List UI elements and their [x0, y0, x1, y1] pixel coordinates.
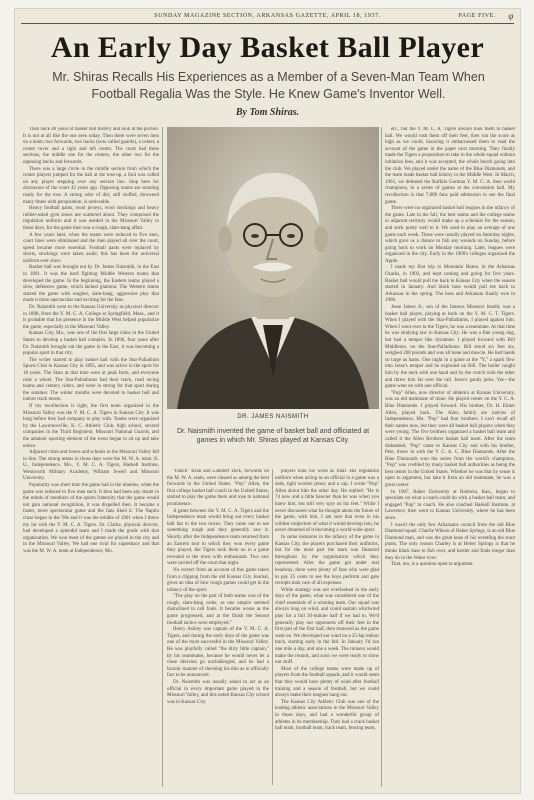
text-column-right — [385, 127, 515, 787]
article-byline: By Tom Shiras. — [235, 107, 300, 118]
text-column-left — [23, 127, 159, 787]
article-paragraph: If my recollection is right, the first team organized in the Missouri Valley was the Y. M. C. A. Tigers in Kansas City. It was long before they had company to play with. Teams were organized by the Lawrenceville, K. C. Athletic Club, high school, several companies in the Third Regiment, Missouri National Guards, and the amateur sporting element of the town began to sit up and take notice. — [23, 403, 159, 449]
column-divider — [381, 127, 382, 787]
text-column-middle-1 — [167, 469, 269, 785]
article-paragraph: The Kansas City Athletic Club was one of the leading athletic associations in the Missouri Valley in those days, and had a wonderful group of athletes in its membership. They had a crack basket ball team, football team, track team, fencing team, — [275, 699, 379, 732]
article-paragraph: Henry Ashley was captain of the Y. M. C. A. Tigers, and during the early days of the game was one of the most successful in the Missouri Valley. He was playfully called "the dirty little captain," by his teammates, because he would never let a close decision go unchallenged, and he had a laconic manner of checking his thin as to officially fact to be announced. — [167, 627, 269, 679]
article-paragraph: In 1907, Baker University at Baldwin, Kan., began to speculate on what a coach could do with a basket ball team, and engaged "Pop" to coach. He also coached Haskell Institute, at Lawrence, then went to Kansas University, where he has been since. — [385, 489, 515, 522]
article-paragraph: "Pop" Allen, now director of athletics at Kansas University, was an old teammate of mine. He played center on the Y. C. A. Blue Diamonds. I played forward. His brother, Dr. H. Elmer Allen, played back. The Allen family are natives of Independence, Mo. "Pop" had four brothers. I can't recall all their names now, but they were all basket ball players when they were young. The five brothers organized a basket ball team and called it the Allen Brothers basket ball team. After the team disbanded, "Pop" came to Kansas City and with his brother, Pete, threw in with the Y. C. A. C. Blue Diamonds. After the Blue Diamonds won the series from the world's champions, "Pop" was credited by many basket ball authorities as being the best center in the United States. Whether he was that by sense is open to argument, but take it from an old teammate, he was a great center. — [385, 390, 515, 489]
article-paragraph: A game between the Y. M. C. A. Tigers and the Independence team would bring out every basket ball fan in the two towns. They came out to see something rough and they generally saw it. Shortly after the Independence team returned from an Eastern tour in which they won every game they played, the Tigers took them on in a game revealed to the town with enthusiasm. Two cars were carried off the court that night. — [167, 508, 269, 567]
article-paragraph: "The play on the part of both teams was of the rough, slam-bang order, as one umpire seemed disinclined to call fouls. It became worse as the game progressed, and at the finish the Senoot football tactics were employed." — [167, 594, 269, 626]
article-paragraph: Heavy football pants, wool jerseys, wool stockings and heavy rubber-soled gym shoes are scattered about. They comprised the regulation uniform and it was needed in the Missouri Valley in those days, for the game then was a rough, slam-bang affair. — [23, 206, 159, 231]
portrait-photo — [167, 127, 379, 409]
newspaper-page — [14, 8, 521, 794]
article-paragraph: Then back 40 years of basket ball history and look at the picture. It is not at all like the one seen today. Then there were seven men on a team; two forwards, two backs (now called guards), a center, a center rover and a right and left center. The court had three sections, the middle one for the centers, the other two for the opposing backs and forwards. — [23, 127, 159, 165]
article-paragraph: Popularity was short time the game had in the nineties, when the game was reduced to five men each. It then had been any doubt in the minds of members of the sports fraternity that the game would not gain national recognition, it was dispelled then. It became a faster, more spectacular game and the fans liked it. The Naptin craze began in the '90s and it was the middle of 1901 when I threw my lot with the Y. M. C. A. Tigers. Dr. Clarke, physical director, had developed a splendid team and I made the grade with that organization. We won most of the games we played in the city and in the Missouri Valley. We had one rival for supremacy and that was the M. W. A. team at Independence, Mo. — [23, 483, 159, 554]
text-column-middle-2 — [275, 469, 379, 785]
article-paragraph: etc., but the Y. M. C. A. Tigers always took them to basket ball. We would rush them off their feet, then run the score as high as we could, knowing it embarrassed them to read the account of the game in the paper next morning. They finally made the Tigers a proposition to take in the whole squad without initiation fees, and it was accepted, the whole bunch going into the club. We played under the name of the Blue Diamonds, and the team made basket ball history in the Middle West. In March, 1903, we defeated the Buffalo German Y. M. C. A. then world champions, in a series of games at the convention hall. My recollection is that 7,000 fans paid admission to see the final game. — [385, 127, 515, 205]
article-paragraph: Most of the college teams were made up of players from the football squads, and it would seem that they would have plenty of wind after football training and a season of football, but we could always make their tongues hang out. — [275, 666, 379, 699]
article-paragraph: I wasn't the only few Arkansans council from the old Blue Diamond squad. Charlie Wilson of Heber Springs, is an old Blue Diamond man, and was the great knee of his wrestling the stunt punts. The only reason Charley is at Heber Springs is that he thinks black bass to fish over, and harder and finds longer than they do in the Water river. — [385, 522, 515, 561]
article-paragraph: In some instances in the infancy of the game in Kansas City, the players purchased their uniforms, but for the most part the team was financed throughout by the organization which they represented. After the game got under real headway, there were plenty of fans who were glad to pay 25 cents to see the boys perform and gate receipts took care of all expenses. — [275, 534, 379, 587]
masthead-dateline: SUNDAY MAGAZINE SECTION, ARKANSAS GAZETTE, APRIL 18, 1937. — [154, 13, 381, 19]
article-paragraph: There were no organized basket ball leagues in the infancy of the game. Late in the fall, the best teams and the college teams in adjacent territory would make up a schedule for the season, and stick pretty well to it. We used to play an average of one game each week. These were usually played on Saturday nights, which gave us a chance to fish any wounds on Sunday, before going back to work on Monday morning. Later, leagues were organized in the city. Early in the 1900's colleges organized the Apple. — [385, 206, 515, 264]
handwritten-mark: φ — [508, 11, 514, 21]
article-paragraph: That, too, is a question open to argument. — [391, 562, 474, 568]
column-divider — [272, 469, 273, 785]
article-paragraph: Dr. Naismith went to the Kansas University as physical director in 1898, from the Y. M. C. A. College at Springfield, Mass., and it is probable that his presence in the Middle West helped popularize the game, especially in the Missouri Valley. — [23, 305, 159, 330]
photo-caption-title: DR. JAMES NAISMITH — [237, 414, 309, 420]
article-paragraph: "Dutch" Kran and Lambert Dick, forwards on the M. W. A. team, were classed as among the best forwards in the United States. "Pop" Allen, the first college basket ball coach in the United States, started to play the game there and rose to national prominence. — [167, 469, 269, 507]
article-paragraph: Dr. Naismith was usually asked to act as an official in every important game played in the Missouri Valley, and this noted Kansas City school was in Kansas City. — [167, 680, 269, 705]
article-paragraph: While strategy was not overlooked in the early days of the game, what was considered one of the chief essentials of a winning team. Our squad was always long on wind, and could sustain whirlwind play for a full 30-minute half if we had to. We'd generally play our opponents off their feet in the first part of the first half, then trounced as the game went on. We developed our wind on a 25-lap indoor track, starting early in the fall. In January I'd run one mile a day, and one a week. The runners would make the rounds, and soon we were ready to show our stuff. — [275, 587, 379, 666]
article-paragraph: No correct from an account of this game taken from a clipping from the old Kansas City Journal, gives an idea of how rough games could get in the infancy of the sport: — [167, 567, 269, 593]
article-paragraph: players took his word as final. His regulation uniform when acting as an official in a game was a dark, tight woolen jersey and a cap. I wrote "Pop" Allen about him the other day. He replied: "He is 74 now and a little heavier than he was when you knew him, but still very spry on his feet." While I never discussed what he thought about the future of the game, with him, I am sure that even in his wildest conjecture of what it would develop into, he never dreamed of it becoming a world-wide sport. — [275, 469, 379, 534]
article-paragraph: Basket ball was brought out by Dr. James Naismith, in the East in 1891. It was the hard fighting Middle Western teams that developed the game. In the beginning, the Eastern teams played a slow, defensive game, which lacked glamour. The Western teams started the game with rougher, slam-bang, aggressive play that made it more spectacular and exciting for the fans. — [23, 265, 159, 304]
photo-caption-text: Dr. Naismith invented the game of basket ball and officiated at games in which Mr. Shiras played at Kansas City. — [176, 428, 370, 444]
column-divider — [162, 127, 163, 787]
article-paragraph: Jesse James Jr., son of the famous Missouri bandit, was a basket ball player, playing at back on the Y. M. C. T. Tigers. When I played with the Star-Palladiums, I played against him. When I went over to the Tigers, he was a teammate. At that time he was studying law in Kansas City. He was a fine young dog, but had a temper like dynamite. I played forward with Bill Middleton, on the Star-Palladiums. Bill stood six feet six, weighed 208 pounds and was all bone and muscle. He had hands so large as hams. One night in a game at the "Y," a spark flew into Jesse's temper and he exploded on Bill. The boiler caught him by the neck with one hand and by the crotch with the other and threw him far over the rail. Jesse's gaudy jerks. Yes—the game went on with one official. — [385, 305, 515, 390]
article-paragraph: Kansas City, Mo., was one of the first large cities in the United States to develop a basket ball complex. In 1896, four years after Dr. Naismith brought out the game in the East, it was becoming a popular sport in that city. — [23, 331, 159, 357]
article-paragraph: There was a large circle in the middle section from which the center players jumped for the ball at the toss-up, a foul was called on any player stepping over any section line. Stop here for discussion of the court 42 years ago. Opposing teams are standing ready for the toss. A strong odor of dirt, still stuffed, throwned many times with perspiration, is noticeable. — [23, 166, 159, 205]
article-paragraph: A few years later, when the teams were reduced to five men, court lines were eliminated and the men played all over the court, speed became more essential. Football pants were replaced by shorts, stockings were taken aside; this has been the universal uniform ever since. — [23, 232, 159, 264]
page-number: PAGE FIVE. — [458, 13, 496, 19]
masthead-rule — [21, 23, 514, 24]
article-headline: An Early Day Basket Ball Player — [50, 31, 485, 64]
article-paragraph: I made my first trip to Mountain Home, in the Arkansas Ozarks, in 1903, and kept coming and going for five years. Basket ball would pull me back to Kansas City when the season started in January. And black bass would pull me back to Arkansas in the spring. The bass and Arkansas finally won in 1906. — [385, 265, 515, 304]
article-paragraph: Adjacent cities and towns and schools in the Missouri Valley fell in line. The strong teams in those days were the M. W. A. team, K. U., Independence, Mo., Y. M. C. A. Tigers, Haskell Institute, Wentworth Military Academy, William Jewell and Missouri University. — [23, 450, 159, 482]
article-subhead: Mr. Shiras Recalls His Experiences as a Member of a Seven-Man Team When Football Regalia Was the Style. He Knew Game's Inventor Well. — [52, 70, 485, 101]
article-paragraph: The writer started to play basket ball with the Star-Palladium Sports Club in Kansas City in 1895, and was active in the sport for 18 years. The Stars at that time were at peak form, and everyone rode a wheel. The Star-Palladiums had their track, road racing teams and century riders, and were in strong for that sport during the summer. The winter months were devoted to basket ball and indoor track meets. — [23, 357, 159, 403]
portrait-image — [167, 127, 379, 409]
